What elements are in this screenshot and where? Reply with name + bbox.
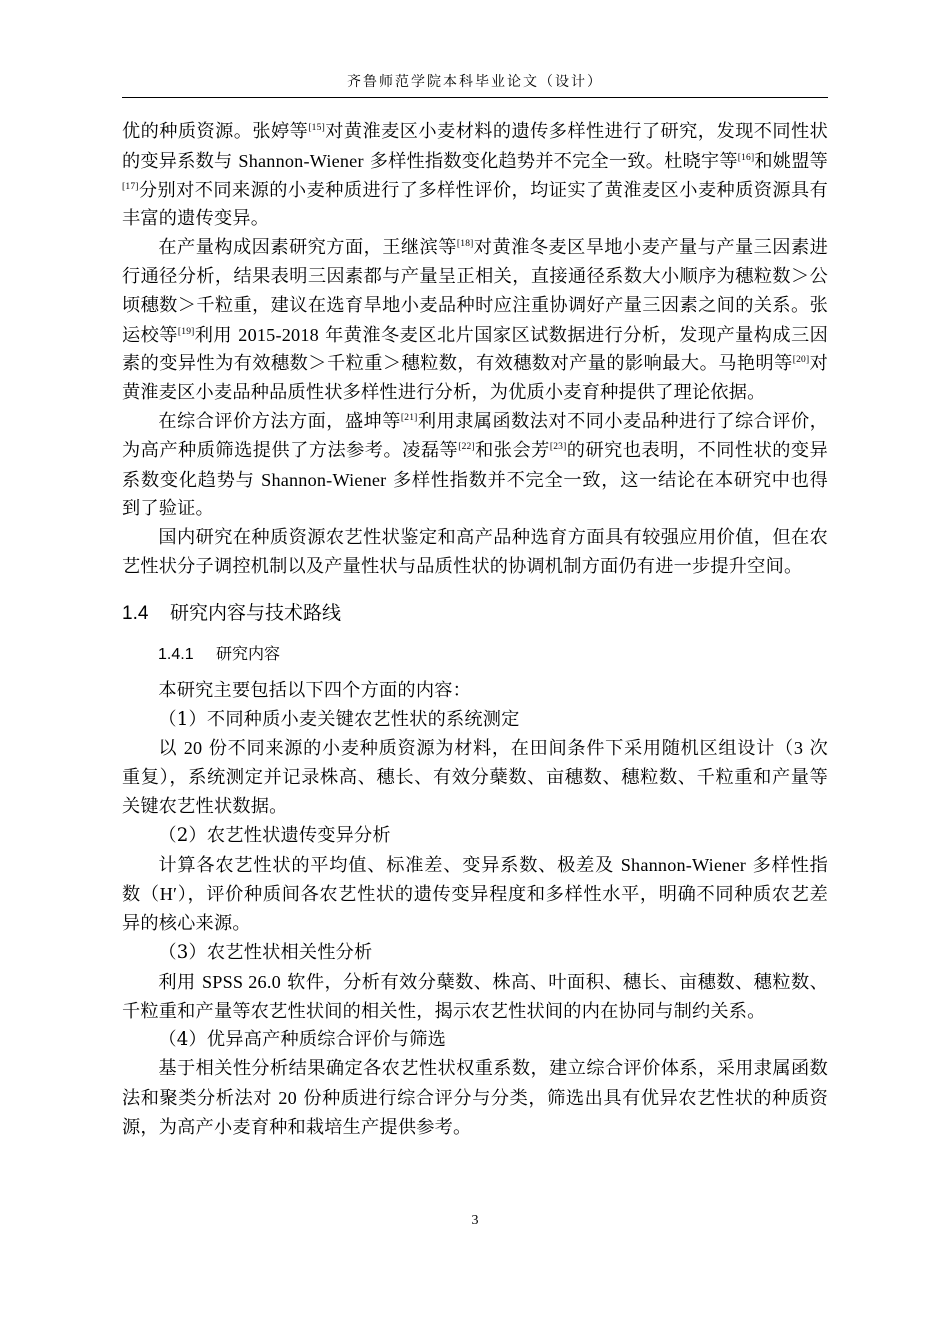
paragraph-yield-components: 在产量构成因素研究方面，王继滨等[18]对黄淮冬麦区旱地小麦产量与产量三因素进行通径分析，结果表明三因素都与产量呈正相关，直接通径系数大小顺序为穗粒数＞公顷穗数＞千粒重，建议在选育旱地小麦品种时应注重协调好产量三因素之间的关系。张运校等[19]利用 2015-2018 年黄淮冬麦区北片国家区试数据进行分析，发现产量构成三因素的变异性为有效穗数＞千粒重＞穗粒数，有效穗数对产量的影响最大。马艳明等[20]对黄淮麦区小麦品种品质性状多样性进行分析，为优质小麦育种提供了理论依据。	[122, 237, 829, 404]
section-number: 1.4	[122, 602, 149, 624]
item-1-body: 以 20 份不同来源的小麦种质资源为材料，在田间条件下采用随机区组设计（3 次重复），系统测定并记录株高、穗长、有效分蘖数、亩穗数、穗粒数、千粒重和产量等关键农艺性状数据。	[122, 738, 828, 817]
header-rule	[122, 97, 828, 98]
citation-22: [22]	[458, 441, 475, 452]
section-title: 研究内容与技术路线	[170, 601, 342, 624]
running-header: 齐鲁师范学院本科毕业论文（设计）	[347, 74, 603, 90]
citation-23: [23]	[549, 441, 567, 452]
citation-15: [15]	[308, 122, 325, 133]
content-intro: 本研究主要包括以下四个方面的内容：	[158, 679, 471, 701]
paragraph-evaluation-methods: 在综合评价方法方面，盛坤等[21]利用隶属函数法对不同小麦品种进行了综合评价，为高产种质筛选提供了方法参考。凌磊等[22]和张会芳[23]的研究也表明，不同性状的变异系数变化趋势与 Shannon-Wiener 多样性指数并不完全一致，这一结论在本研究中也得到了验证。	[122, 410, 829, 520]
item-3-body: 利用 SPSS 26.0 软件，分析有效分蘖数、株高、叶面积、穗长、亩穗数、穗粒数、千粒重和产量等农艺性状间的相关性，揭示农艺性状间的内在协同与制约关系。	[122, 971, 829, 1022]
page-body	[122, 118, 828, 1143]
item-3-title: （3）农艺性状相关性分析	[158, 941, 373, 963]
subsection-heading	[158, 640, 828, 669]
page-number: 3	[471, 1213, 479, 1228]
citation-17: [17]	[122, 181, 139, 192]
item-1-title: （1）不同种质小麦关键农艺性状的系统测定	[158, 708, 520, 730]
item-4-title: （4）优异高产种质综合评价与筛选	[158, 1029, 446, 1051]
item-2-body: 计算各农艺性状的平均值、标准差、变异系数、极差及 Shannon-Wiener 多样性指数（H′），评价种质间各农艺性状的遗传变异程度和多样性水平，明确不同种质农艺差异的核心来源。	[122, 854, 829, 935]
section-heading	[122, 596, 828, 630]
citation-21: [21]	[400, 412, 418, 423]
citation-18: [18]	[456, 239, 474, 250]
subsection-number: 1.4.1	[158, 645, 194, 663]
citation-19: [19]	[177, 326, 195, 337]
paragraph-diversity-studies: 优的种质资源。张婷等[15]对黄淮麦区小麦材料的遗传多样性进行了研究，发现不同性状的变异系数与 Shannon-Wiener 多样性指数变化趋势并不完全一致。杜晓宇等[16]和姚盟等[17]分别对不同来源的小麦种质进行了多样性评价，均证实了黄淮麦区小麦种质资源具有丰富的遗传变异。	[122, 121, 828, 230]
citation-16: [16]	[737, 152, 755, 163]
item-4-body: 基于相关性分析结果确定各农艺性状权重系数，建立综合评价体系，采用隶属函数法和聚类分析法对 20 份种质进行综合评分与分类，筛选出具有优异农艺性状的种质资源，为高产小麦育种和栽培生产提供参考。	[122, 1058, 829, 1138]
subsection-title: 研究内容	[216, 643, 281, 663]
citation-20: [20]	[792, 355, 810, 366]
paragraph-domestic-summary: 国内研究在种质资源农艺性状鉴定和高产品种选育方面具有较强应用价值，但在农艺性状分子调控机制以及产量性状与品质性状的协调机制方面仍有进一步提升空间。	[122, 527, 828, 577]
item-2-title: （2）农艺性状遗传变异分析	[158, 824, 391, 846]
